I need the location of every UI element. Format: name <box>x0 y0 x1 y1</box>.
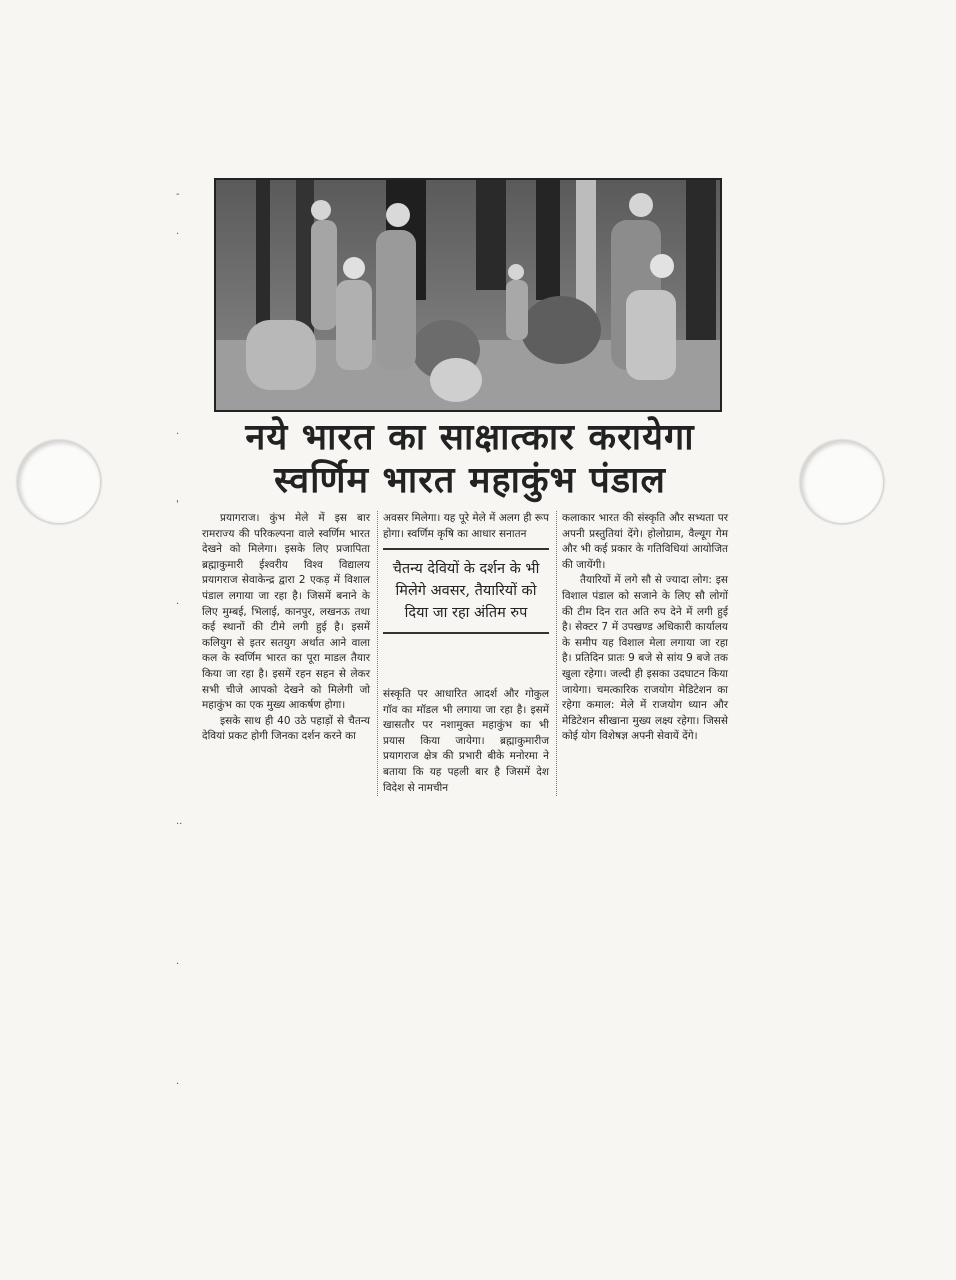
headline-line-2: स्वर्णिम भारत महाकुंभ पंडाल <box>274 459 666 501</box>
column-divider <box>556 511 557 796</box>
headline <box>200 416 740 502</box>
article-column-1 <box>202 511 370 745</box>
margin-marks-left: - · · ' · ·· · · <box>176 189 183 1090</box>
article-paragraph: कलाकार भारत की संस्कृति और सभ्यता पर अपनी प्रस्तुतियां देंगे। होलोग्राम, वैल्यूग गेम और भी कई प्रकार के गतिविधियां आयोजित की जायेंगी। <box>562 512 728 571</box>
column-divider <box>377 511 378 796</box>
sub-headline: चैतन्य देवियों के दर्शन के भी मिलेगे अवसर, तैयारियों को दिया जा रहा अंतिम रुप <box>383 548 549 634</box>
headline-line-1: नये भारत का साक्षात्कार करायेगा <box>245 416 695 458</box>
punch-hole-left <box>17 440 101 524</box>
article-column-2 <box>383 511 549 801</box>
article-paragraph: इसके साथ ही 40 उठे पहाड़ों से चैतन्य देवियां प्रकट होगी जिनका दर्शन करने का <box>202 714 370 743</box>
punch-hole-right <box>800 440 884 524</box>
article-paragraph: अवसर मिलेगा। यह पूरे मेले में अलग ही रूप होगा। स्वर्णिम कृषि का आधार सनातन <box>383 512 549 540</box>
article-column-3 <box>562 511 728 745</box>
article-paragraph: संस्कृति पर आधारित आदर्श और गोकुल गॉव का मॉडल भी लगाया जा रहा है। इसमें खासतौर पर नशामुक्त महाकुंभ का भी प्रयास किया जायेगा। ब्रह्माकुमारीज प्रयागराज क्षेत्र की प्रभारी बीके मनोरमा ने बताया कि यह पहली बार है जिसमें देश विदेश से नामचीन <box>383 688 549 794</box>
news-photo <box>214 178 722 412</box>
article-paragraph: तैयारियों में लगे सौ से ज्यादा लोग: इस विशाल पंडाल को सजाने के लिए सौ लोगों की टीम दिन रात अति रुप देने में लगी हुई है। सेक्टर 7 में उपखण्ड अधिकारी कार्यालय के समीप यह विशाल मेला लगाया जा रहा है। प्रतिदिन प्रातः 9 बजे से सांय 9 बजे तक खुला रहेगा। जल्दी ही इसका उदघाटन किया जायेगा। चमत्कारिक राजयोग मेडिटेशन का रहेगा कमाल: मेले में राजयोग ध्यान और मेडिटेशन सीखाना मुख्य लक्ष्य रहेगा। जिससे कोई योग विशेषज्ञ अपनी सेवायें देंगे। <box>562 574 728 743</box>
article-paragraph: प्रयागराज। कुंभ मेले में इस बार रामराज्य की परिकल्पना वाले स्वर्णिम भारत देखने को मिलेगा। इसके लिए प्रजापिता ब्रह्माकुमारी ईश्वरीय विश्व विद्यालय प्रयागराज सेवाकेन्द्र द्वारा 2 एकड़ में विशाल पंडाल लगाया जा रहा है। जिसमें बनाने के लिए मुम्बई, भिलाई, कानपुर, लखनऊ तथा कई स्थानों की टीमे लगी हुई है। इसमें कलियुग से इतर सतयुग अर्थात आने वाला कल के स्वर्णिम भारत का पूरा माडल तैयार किया जा रहा है। इसमें रहन सहन से लेकर सभी चीजे आपको देखने को मिलेगी जो महाकुंभ का एक मुख्य आकर्षण होगा। <box>202 512 370 712</box>
photo-icon <box>216 180 720 410</box>
